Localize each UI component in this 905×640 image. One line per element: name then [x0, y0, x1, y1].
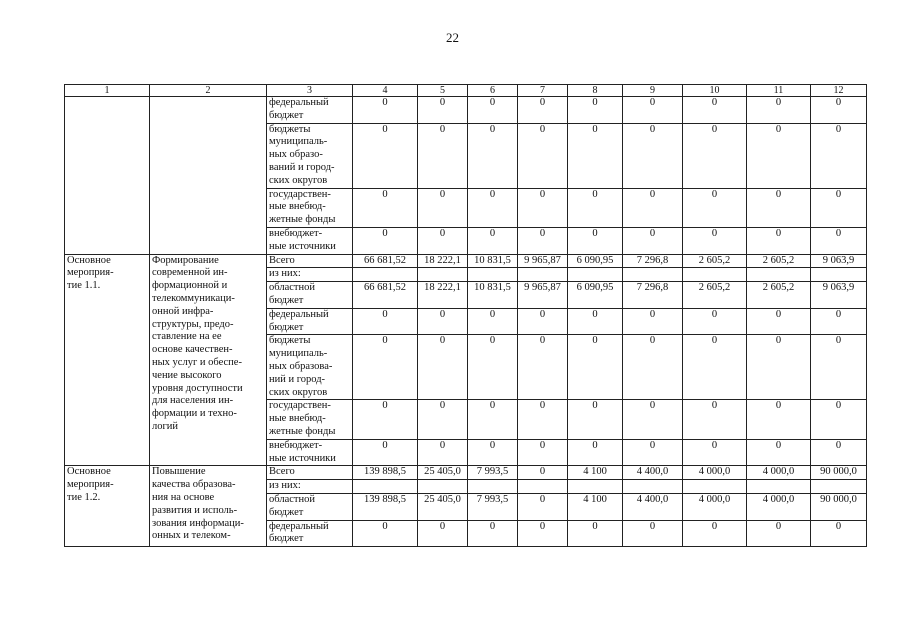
value-cell: 0 — [683, 227, 747, 254]
value-cell: 10 831,5 — [468, 254, 518, 268]
value-cell — [747, 268, 811, 282]
value-cell — [518, 480, 568, 494]
value-cell: 4 100 — [568, 493, 623, 520]
value-cell: 0 — [418, 520, 468, 547]
table-row — [65, 254, 867, 268]
value-cell: 0 — [747, 520, 811, 547]
page-number: 22 — [446, 30, 459, 45]
value-cell: 2 605,2 — [683, 282, 747, 309]
value-cell: 0 — [811, 227, 867, 254]
value-cell: 0 — [811, 97, 867, 124]
value-cell: 0 — [623, 188, 683, 227]
value-cell: 90 000,0 — [811, 466, 867, 480]
value-cell: 0 — [468, 439, 518, 466]
value-cell: 0 — [747, 123, 811, 188]
column-header-row — [65, 85, 867, 97]
funding-source-cell: Всего — [267, 466, 353, 480]
value-cell: 0 — [623, 439, 683, 466]
value-cell — [468, 480, 518, 494]
funding-source-cell: государствен- ные внебюд- жетные фонды — [267, 400, 353, 439]
funding-source-cell: федеральный бюджет — [267, 520, 353, 547]
value-cell: 0 — [353, 335, 418, 400]
value-cell: 0 — [683, 439, 747, 466]
value-cell: 6 090,95 — [568, 254, 623, 268]
column-header: 12 — [811, 85, 867, 97]
value-cell: 0 — [568, 227, 623, 254]
value-cell: 7 296,8 — [623, 254, 683, 268]
activity-cell-continued — [65, 97, 150, 255]
value-cell: 0 — [518, 400, 568, 439]
value-cell: 0 — [811, 123, 867, 188]
value-cell: 0 — [568, 188, 623, 227]
column-header: 7 — [518, 85, 568, 97]
value-cell: 0 — [683, 123, 747, 188]
value-cell: 6 090,95 — [568, 282, 623, 309]
column-header: 11 — [747, 85, 811, 97]
value-cell: 0 — [468, 188, 518, 227]
value-cell — [418, 268, 468, 282]
activity-cell: Основное мероприя- тие 1.1. — [65, 254, 150, 466]
funding-source-cell: Всего — [267, 254, 353, 268]
value-cell: 2 605,2 — [747, 254, 811, 268]
value-cell: 0 — [418, 227, 468, 254]
value-cell: 0 — [518, 97, 568, 124]
value-cell — [747, 480, 811, 494]
table-row — [65, 466, 867, 480]
value-cell: 0 — [518, 520, 568, 547]
value-cell: 0 — [353, 400, 418, 439]
column-header: 8 — [568, 85, 623, 97]
value-cell: 0 — [353, 227, 418, 254]
funding-source-cell: из них: — [267, 268, 353, 282]
value-cell: 0 — [468, 335, 518, 400]
table-row — [65, 97, 867, 124]
value-cell: 66 681,52 — [353, 282, 418, 309]
value-cell: 0 — [568, 335, 623, 400]
funding-source-cell: областной бюджет — [267, 282, 353, 309]
value-cell: 90 000,0 — [811, 493, 867, 520]
column-header: 1 — [65, 85, 150, 97]
description-cell-continued — [150, 97, 267, 255]
value-cell: 0 — [623, 335, 683, 400]
value-cell: 0 — [418, 308, 468, 335]
value-cell — [811, 480, 867, 494]
value-cell: 0 — [747, 97, 811, 124]
value-cell: 0 — [353, 520, 418, 547]
value-cell — [811, 268, 867, 282]
budget-table — [64, 84, 867, 547]
value-cell — [518, 268, 568, 282]
value-cell — [353, 480, 418, 494]
value-cell: 4 100 — [568, 466, 623, 480]
value-cell: 0 — [518, 123, 568, 188]
value-cell: 0 — [623, 520, 683, 547]
value-cell: 0 — [353, 439, 418, 466]
column-header: 5 — [418, 85, 468, 97]
value-cell: 4 000,0 — [747, 466, 811, 480]
value-cell — [568, 268, 623, 282]
value-cell: 0 — [623, 227, 683, 254]
value-cell: 0 — [568, 400, 623, 439]
value-cell: 18 222,1 — [418, 254, 468, 268]
value-cell — [353, 268, 418, 282]
value-cell: 0 — [468, 308, 518, 335]
value-cell: 4 000,0 — [683, 493, 747, 520]
value-cell — [418, 480, 468, 494]
value-cell: 0 — [568, 439, 623, 466]
value-cell: 0 — [811, 335, 867, 400]
value-cell — [683, 480, 747, 494]
value-cell: 0 — [747, 400, 811, 439]
value-cell: 0 — [623, 308, 683, 335]
value-cell — [623, 268, 683, 282]
value-cell: 0 — [418, 188, 468, 227]
description-cell: Повышение качества образова- ния на основе развития и исполь- зования информаци- онных и телеком- — [150, 466, 267, 547]
funding-source-cell: внебюджет- ные источники — [267, 227, 353, 254]
value-cell: 0 — [747, 227, 811, 254]
value-cell: 0 — [683, 520, 747, 547]
funding-source-cell: федеральный бюджет — [267, 97, 353, 124]
value-cell: 66 681,52 — [353, 254, 418, 268]
value-cell: 0 — [683, 97, 747, 124]
value-cell: 0 — [568, 97, 623, 124]
value-cell: 0 — [683, 308, 747, 335]
value-cell: 0 — [811, 439, 867, 466]
value-cell: 4 000,0 — [747, 493, 811, 520]
value-cell: 0 — [518, 308, 568, 335]
value-cell: 0 — [468, 520, 518, 547]
column-header: 3 — [267, 85, 353, 97]
funding-source-cell: федеральный бюджет — [267, 308, 353, 335]
value-cell: 0 — [623, 97, 683, 124]
value-cell: 9 063,9 — [811, 282, 867, 309]
value-cell — [568, 480, 623, 494]
value-cell: 0 — [518, 439, 568, 466]
value-cell: 25 405,0 — [418, 466, 468, 480]
funding-source-cell: из них: — [267, 480, 353, 494]
value-cell: 0 — [568, 123, 623, 188]
value-cell: 0 — [418, 335, 468, 400]
value-cell: 4 400,0 — [623, 466, 683, 480]
column-header: 9 — [623, 85, 683, 97]
column-header: 2 — [150, 85, 267, 97]
value-cell: 0 — [468, 123, 518, 188]
value-cell: 0 — [468, 227, 518, 254]
value-cell: 0 — [747, 188, 811, 227]
funding-source-cell: внебюджет- ные источники — [267, 439, 353, 466]
value-cell: 0 — [747, 335, 811, 400]
value-cell — [468, 268, 518, 282]
value-cell: 25 405,0 — [418, 493, 468, 520]
value-cell: 0 — [811, 520, 867, 547]
value-cell: 0 — [683, 335, 747, 400]
value-cell: 0 — [683, 400, 747, 439]
column-header: 4 — [353, 85, 418, 97]
value-cell: 7 993,5 — [468, 493, 518, 520]
value-cell: 0 — [418, 400, 468, 439]
value-cell: 2 605,2 — [683, 254, 747, 268]
value-cell: 0 — [468, 97, 518, 124]
value-cell: 0 — [623, 400, 683, 439]
funding-source-cell: государствен- ные внебюд- жетные фонды — [267, 188, 353, 227]
value-cell: 0 — [568, 308, 623, 335]
value-cell: 10 831,5 — [468, 282, 518, 309]
activity-cell: Основное мероприя- тие 1.2. — [65, 466, 150, 547]
funding-source-cell: бюджеты муниципаль- ных образо- ваний и город- ских округов — [267, 123, 353, 188]
value-cell: 0 — [418, 97, 468, 124]
value-cell — [683, 268, 747, 282]
value-cell: 4 400,0 — [623, 493, 683, 520]
funding-source-cell: бюджеты муниципаль- ных образова- ний и город- ских округов — [267, 335, 353, 400]
value-cell: 0 — [811, 188, 867, 227]
value-cell: 18 222,1 — [418, 282, 468, 309]
value-cell: 0 — [353, 308, 418, 335]
value-cell: 0 — [568, 520, 623, 547]
value-cell: 0 — [518, 227, 568, 254]
value-cell: 0 — [418, 123, 468, 188]
value-cell: 139 898,5 — [353, 466, 418, 480]
value-cell: 7 993,5 — [468, 466, 518, 480]
funding-source-cell: областной бюджет — [267, 493, 353, 520]
value-cell: 9 965,87 — [518, 254, 568, 268]
value-cell: 7 296,8 — [623, 282, 683, 309]
value-cell: 0 — [418, 439, 468, 466]
value-cell: 9 965,87 — [518, 282, 568, 309]
value-cell: 0 — [518, 335, 568, 400]
value-cell: 0 — [747, 439, 811, 466]
value-cell: 9 063,9 — [811, 254, 867, 268]
value-cell: 4 000,0 — [683, 466, 747, 480]
value-cell: 0 — [623, 123, 683, 188]
value-cell: 0 — [468, 400, 518, 439]
value-cell: 0 — [518, 493, 568, 520]
column-header: 10 — [683, 85, 747, 97]
column-header: 6 — [468, 85, 518, 97]
value-cell: 0 — [811, 400, 867, 439]
value-cell: 0 — [353, 123, 418, 188]
value-cell: 0 — [518, 466, 568, 480]
description-cell: Формирование современной ин- формационной и телекоммуникаци- онной инфра- структуры, предо- ставление на ее основе качествен- ных услуг и обеспе- чение высокого уровня доступности для населения ин- формации и техно- логий — [150, 254, 267, 466]
value-cell: 0 — [811, 308, 867, 335]
value-cell — [623, 480, 683, 494]
value-cell: 0 — [353, 97, 418, 124]
value-cell: 0 — [683, 188, 747, 227]
table-body — [65, 85, 867, 547]
value-cell: 0 — [518, 188, 568, 227]
value-cell: 0 — [353, 188, 418, 227]
value-cell: 139 898,5 — [353, 493, 418, 520]
value-cell: 2 605,2 — [747, 282, 811, 309]
value-cell: 0 — [747, 308, 811, 335]
